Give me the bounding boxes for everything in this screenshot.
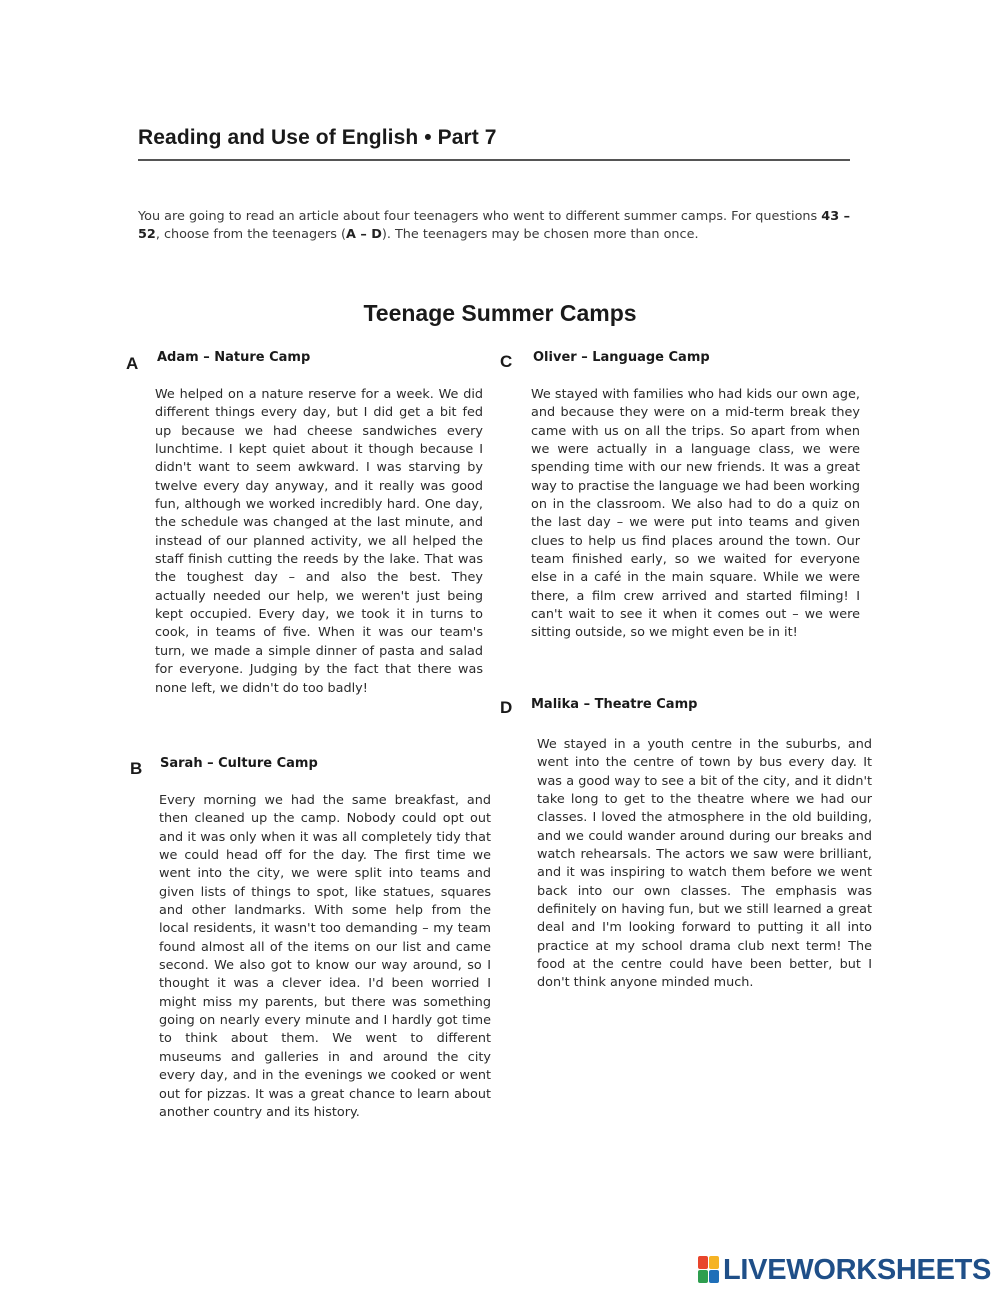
section-text-a: We helped on a nature reserve for a week. We did different things every day, but I did get a bit fed up because we had cheese sandwiches every lunchtime. I kept quiet about it though because I didn't want to seem awkward. I was starving by twelve every day anyway, and it really was good fun, although we worked incredibly hard. One day, the schedule was changed at the last minute, and instead of our planned activity, we all helped the staff finish cutting the reeds by the lake. That was the toughest day – and also the best. They actually needed our help, we weren't just being kept occupied. Every day, we took it in turns to cook, in teams of five. When it was our team's turn, we made a simple dinner of pasta and salad for everyone. Judging by the fact that there was none left, we didn't do too badly! (155, 387, 483, 696)
instructions (138, 208, 850, 244)
question-range: 43 – 52 (138, 209, 850, 242)
section-name-c: Oliver – Language Camp (533, 350, 710, 365)
section-letter-a: A (126, 354, 139, 373)
section-name-a: Adam – Nature Camp (157, 350, 311, 365)
section-text-d: We stayed in a youth centre in the suburbs, and went into the centre of town by bus every day. It was a good way to see a bit of the city, and it didn't take long to get to the theatre where we had our classes. I loved the atmosphere in the old building, and we could wander around during our breaks and watch rehearsals. The actors we saw were brilliant, and it was inspiring to watch them before we went back into our own classes. The emphasis was definitely on having fun, but we still learned a great deal and I'm looking forward to putting it all into practice at my school drama club next term! The food at the centre could have been better, but I don't think anyone minded much. (537, 737, 872, 991)
section-text-c: We stayed with families who had kids our own age, and because they were on a mid-term break they came with us on all the trips. So apart from when we were actually in a language class, we were spending time with our new friends. It was a great way to practise the language we had been working on in the classroom. We also had to do a quiz on the last day – we were put into teams and given clues to help us find places around the town. Our team finished early, so we waited for everyone else in a café in the main square. While we were there, a film crew arrived and started filming! I can't wait to see it when it comes out – we were sitting outside, so we might even be in it! (531, 387, 860, 641)
heading-divider (138, 159, 850, 161)
section-letter-c: C (500, 352, 513, 371)
teenager-letters: A – D (345, 227, 382, 242)
liveworksheets-logo[interactable] (698, 1252, 991, 1288)
instructions-text-2: , choose from the teenagers ( (155, 227, 346, 242)
section-letter-b: B (130, 759, 143, 778)
article-title: Teenage Summer Camps (363, 300, 637, 326)
instructions-text-3: ). The teenagers may be chosen more than once. (381, 227, 699, 242)
section-letter-d: D (500, 698, 513, 717)
section-name-b: Sarah – Culture Camp (160, 756, 318, 771)
page-heading: Reading and Use of English • Part 7 (138, 126, 497, 149)
section-name-d: Malika – Theatre Camp (531, 697, 698, 712)
section-text-b: Every morning we had the same breakfast, and then cleaned up the camp. Nobody could opt out and it was only when it was all completely tidy that we could head off for the day. The first time we went into the city, we were split into teams and given lists of things to spot, like statues, squares and other landmarks. With some help from the local residents, it wasn't too demanding – my team found almost all of the items on our list and came second. We also got to know our way around, so I thought it was a clever idea. I'd been worried I might miss my parents, but there was something going on nearly every minute and I hardly got time to think about them. We went to different museums and galleries in and around the city every day, and in the evenings we cooked or went out for pizzas. It was a great chance to learn about another country and its history. (159, 793, 491, 1120)
logo-text: LIVEWORKSHEETS (723, 1253, 992, 1286)
logo-blocks-icon (698, 1256, 720, 1284)
instructions-text-1: You are going to read an article about four teenagers who went to different summer camps. For questions (138, 209, 822, 224)
